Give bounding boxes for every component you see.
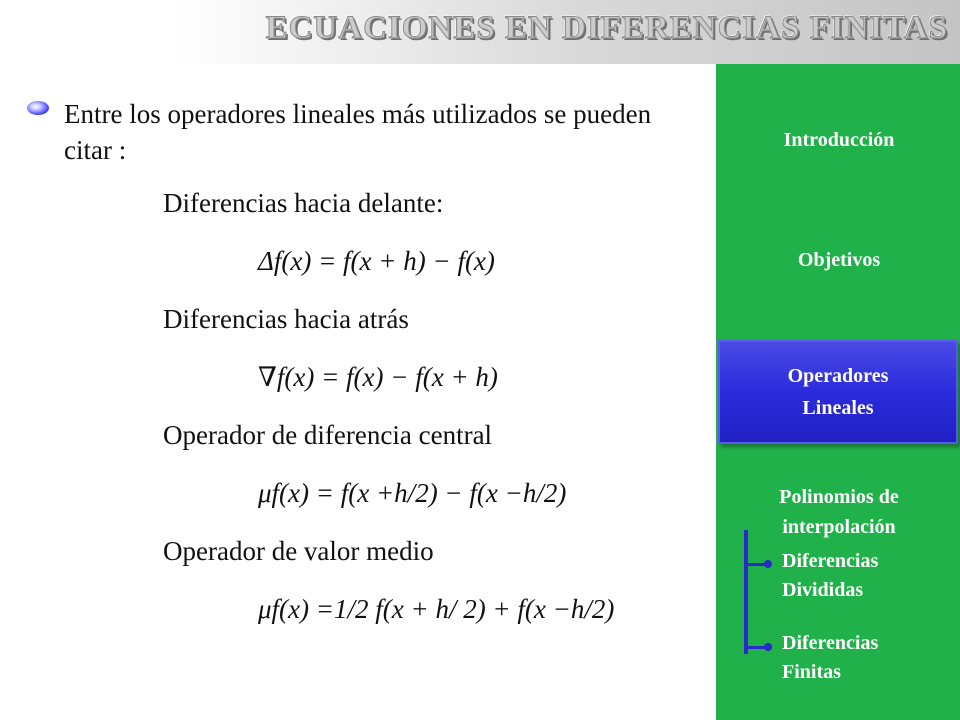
title-bar [0, 0, 960, 64]
central-difference-formula: μf(x) = f(x +h/2) − f(x −h/2) [258, 478, 567, 508]
slide-title: ECUACIONES EN DIFERENCIAS FINITAS [265, 10, 948, 46]
forward-difference-label: Diferencias hacia delante: [163, 188, 444, 218]
tree-node-icon [764, 643, 772, 651]
central-difference-label: Operador de diferencia central [163, 420, 493, 450]
tree-node-icon [764, 560, 772, 568]
mean-value-formula: μf(x) =1/2 f(x + h/ 2) + f(x −h/2) [258, 594, 615, 624]
backward-difference-formula: ∇f(x) = f(x) − f(x + h) [258, 362, 498, 392]
sidebar-item-introduccion[interactable]: Introducción [783, 129, 895, 151]
bullet-icon [27, 101, 49, 115]
sidebar-item-operadores-lineales[interactable]: Operadores Lineales [718, 340, 958, 444]
sidebar-subitem-diferencias-divididas[interactable]: Diferencias Divididas [782, 550, 879, 601]
mean-value-label: Operador de valor medio [163, 536, 434, 566]
sidebar-nav [714, 64, 960, 720]
sidebar-item-polinomios[interactable]: Polinomios de interpolación [779, 486, 899, 538]
tree-bracket [744, 530, 748, 654]
backward-difference-label: Diferencias hacia atrás [163, 304, 409, 334]
sidebar-subitem-diferencias-finitas[interactable]: Diferencias Finitas [782, 632, 879, 683]
forward-difference-formula: Δf(x) = f(x + h) − f(x) [258, 246, 495, 276]
sidebar-item-objetivos[interactable]: Objetivos [797, 249, 881, 271]
intro-text: Entre los operadores lineales más utilizados se pueden citar : [64, 99, 652, 165]
